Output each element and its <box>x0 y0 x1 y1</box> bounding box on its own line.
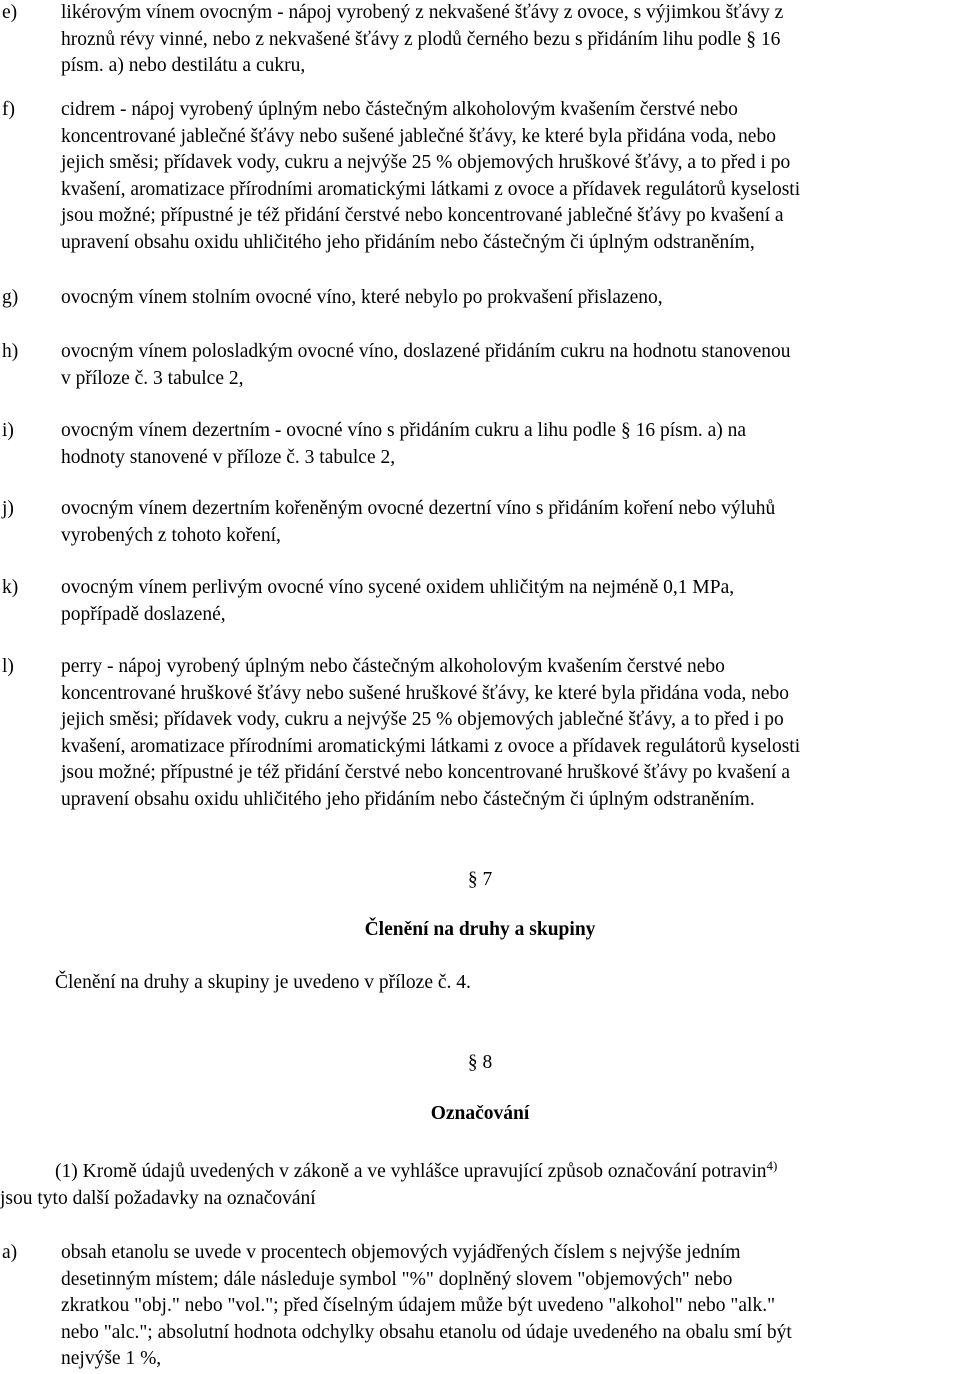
section-title: Členění na druhy a skupiny <box>364 919 596 940</box>
text-line: ovocným vínem polosladkým ovocné víno, doslazené přidáním cukru na hodnotu stanovenou <box>61 341 791 362</box>
text-line: jejich směsi; přídavek vody, cukru a nejvýše 25 % objemových hruškové šťávy, a to před i po <box>61 152 791 174</box>
paragraph-text: (1) Kromě údajů uvedených v zákoně a ve vyhlášce upravující způsob označování potravin <box>55 1161 767 1182</box>
item-letter: i) <box>2 420 14 441</box>
list-item-l <box>0 654 960 814</box>
item-letter: a) <box>2 1242 18 1263</box>
item-text <box>61 575 956 628</box>
text-line: upravení obsahu oxidu uhličitého jeho přidáním nebo částečným či úplným odstraněním. <box>61 788 755 810</box>
text-line: kvašení, aromatizace přírodními aromatickými látkami z ovoce a přídavek regulátorů kyselosti <box>61 735 801 757</box>
item-letter: j) <box>2 498 14 519</box>
item-letter: l) <box>2 656 14 677</box>
text-line: písm. a) nebo destilátu a cukru, <box>61 55 306 77</box>
text-line: upravení obsahu oxidu uhličitého jeho přidáním nebo částečným či úplným odstraněním, <box>61 231 755 253</box>
text-line: jejich směsi; přídavek vody, cukru a nejvýše 25 % objemových jablečné šťávy, a to před i po <box>61 709 784 731</box>
text-line: zkratkou "obj." nebo "vol."; před číselným údajem může být uvedeno "alkohol" nebo "alk." <box>61 1295 776 1317</box>
list-item-g <box>0 285 960 312</box>
item-letter: f) <box>2 99 15 120</box>
list-item-j <box>0 496 960 549</box>
text-line: jsou možné; přípustné je též přidání čerstvé nebo koncentrované jablečné šťávy po kvašení a <box>61 205 784 227</box>
text-line: ovocným vínem stolním ovocné víno, které nebylo po prokvašení přislazeno, <box>61 287 663 308</box>
text-line: obsah etanolu se uvede v procentech objemových vyjádřených číslem s nejvýše jedním <box>61 1242 741 1263</box>
text-line: hroznů révy vinné, nebo z nekvašené šťávy z plodů černého bezu s přidáním lihu podle § 16 <box>61 28 781 50</box>
text-line: desetinným místem; dále následuje symbol "%" doplněný slovem "objemových" nebo <box>61 1268 733 1290</box>
item-text <box>61 1240 956 1373</box>
item-letter: g) <box>2 287 19 308</box>
item-letter: h) <box>2 341 19 362</box>
section-title: Označování <box>430 1103 530 1124</box>
item-text <box>61 654 956 814</box>
text-line: vyrobených z tohoto koření, <box>61 524 281 546</box>
list-item-k <box>0 575 960 628</box>
section-number: § 8 <box>467 1052 493 1073</box>
text-line: cidrem - nápoj vyrobený úplným nebo částečným alkoholovým kvašením čerstvé nebo <box>61 99 738 120</box>
section-number: § 7 <box>467 869 493 890</box>
section-paragraph: Členění na druhy a skupiny je uvedeno v příloze č. 4. <box>55 972 471 993</box>
text-line: nebo "alc."; absolutní hodnota odchylky obsahu etanolu od údaje uvedeného na obalu smí být <box>61 1321 792 1343</box>
item-letter: k) <box>2 577 19 598</box>
text-line: ovocným vínem dezertním kořeněným ovocné dezertní víno s přidáním koření nebo výluhů <box>61 498 776 519</box>
footnote-reference: 4) <box>766 1158 778 1173</box>
text-line: koncentrované hruškové šťávy nebo sušené hruškové šťávy, ke které byla přidána voda, nebo <box>61 682 790 704</box>
text-line: koncentrované jablečné šťávy nebo sušené jablečné šťávy, ke které byla přidána voda, nebo <box>61 125 776 147</box>
list-item-h <box>0 339 960 392</box>
section-paragraph <box>0 1159 960 1212</box>
item-text <box>61 339 956 392</box>
text-line: popřípadě doslazené, <box>61 603 226 625</box>
list-item-i <box>0 418 960 471</box>
text-line: ovocným vínem dezertním - ovocné víno s přidáním cukru a lihu podle § 16 písm. a) na <box>61 420 747 441</box>
text-line: nejvýše 1 %, <box>61 1348 162 1370</box>
list-item-a <box>0 1240 960 1373</box>
text-line: likérovým vínem ovocným - nápoj vyrobený z nekvašené šťávy z ovoce, s výjimkou šťávy z <box>61 2 784 23</box>
text-line: jsou možné; přípustné je též přidání čerstvé nebo koncentrované hruškové šťávy po kvašení a <box>61 762 791 784</box>
item-text <box>61 496 956 549</box>
item-text <box>61 97 956 257</box>
paragraph-line: jsou tyto další požadavky na označování <box>0 1187 316 1209</box>
text-line: v příloze č. 3 tabulce 2, <box>61 367 244 389</box>
text-line: ovocným vínem perlivým ovocné víno sycené oxidem uhličitým na nejméně 0,1 MPa, <box>61 577 735 598</box>
text-line: hodnoty stanovené v příloze č. 3 tabulce 2, <box>61 446 396 468</box>
item-text <box>61 0 956 80</box>
item-letter: e) <box>2 2 18 23</box>
paragraph-line <box>0 1159 960 1186</box>
list-item-e <box>0 0 960 80</box>
text-line: kvašení, aromatizace přírodními aromatickými látkami z ovoce a přídavek regulátorů kyselosti <box>61 178 801 200</box>
item-text <box>61 418 956 471</box>
item-text <box>61 285 956 312</box>
list-item-f <box>0 97 960 257</box>
text-line: perry - nápoj vyrobený úplným nebo částečným alkoholovým kvašením čerstvé nebo <box>61 656 725 677</box>
